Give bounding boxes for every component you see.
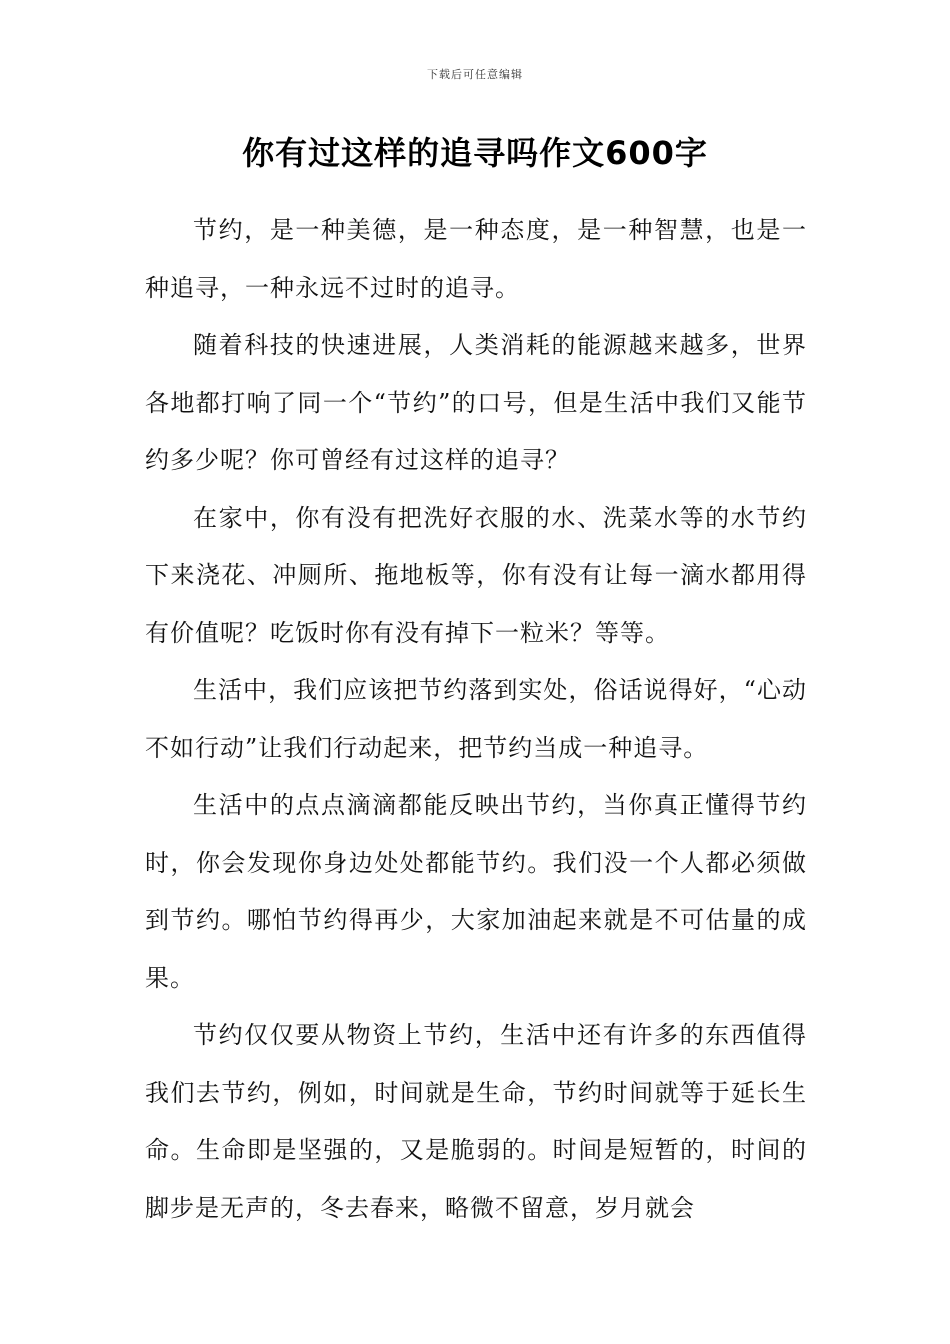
- paragraph-4: 生活中，我们应该把节约落到实处，俗话说得好，“心动不如行动”让我们行动起来，把节约当成一种追寻。: [145, 676, 807, 762]
- paragraph-1: 节约，是一种美德，是一种态度，是一种智慧，也是一种追寻，一种永远不过时的追寻。: [145, 216, 807, 302]
- paragraph-5: 生活中的点点滴滴都能反映出节约，当你真正懂得节约时，你会发现你身边处处都能节约。我们没一个人都必须做到节约。哪怕节约得再少，大家加油起来就是不可估量的成果。: [145, 791, 807, 992]
- paragraph-3: 在家中，你有没有把洗好衣服的水、洗菜水等的水节约下来浇花、冲厕所、拖地板等，你有没有让每一滴水都用得有价值呢？吃饭时你有没有掉下一粒米？等等。: [145, 503, 807, 647]
- header-note: 下载后可任意编辑: [427, 68, 523, 81]
- document-title: 你有过这样的追寻吗作文600字: [242, 134, 708, 172]
- document-body: [145, 202, 807, 1237]
- paragraph-2: 随着科技的快速进展，人类消耗的能源越来越多，世界各地都打响了同一个“节约”的口号，但是生活中我们又能节约多少呢？你可曾经有过这样的追寻？: [145, 331, 807, 474]
- paragraph-6: 节约仅仅要从物资上节约，生活中还有许多的东西值得我们去节约，例如，时间就是生命，节约时间就等于延长生命。生命即是坚强的，又是脆弱的。时间是短暂的，时间的脚步是无声的，冬去春来，略微不留意，岁月就会: [145, 1021, 807, 1222]
